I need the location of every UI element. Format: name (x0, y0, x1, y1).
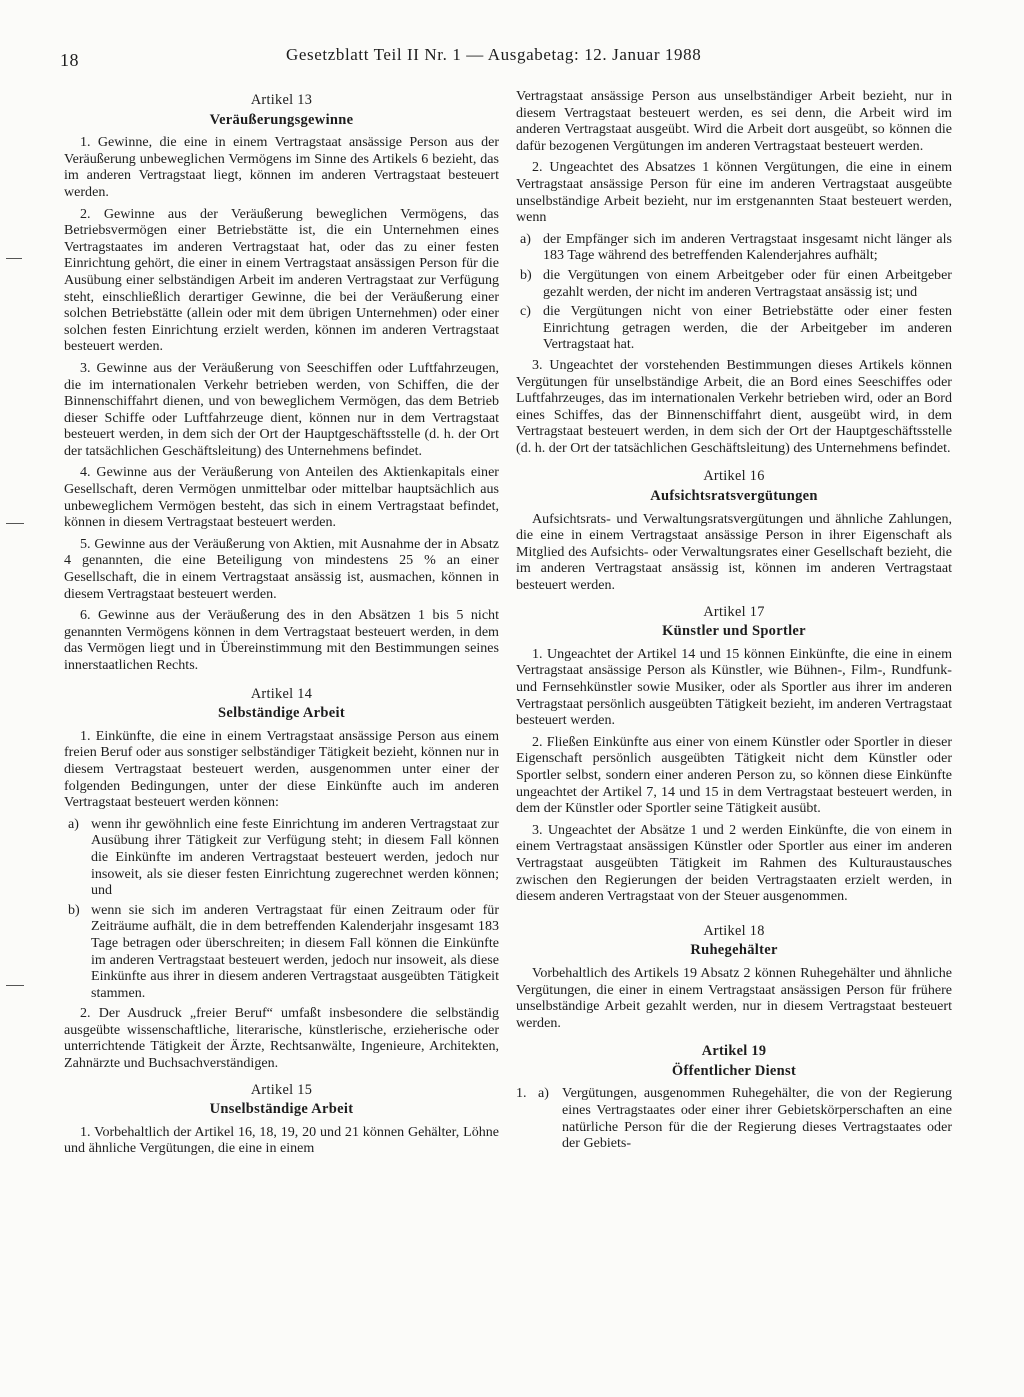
article-19-item-1a (516, 1085, 952, 1151)
article-15-item-a (516, 231, 952, 264)
article-13-paragraph-4: 4. Gewinne aus der Veräußerung von Anteilen des Aktienkapitals einer Gesellschaft, deren Vermögen unmittelbar oder mittelbar hauptsächlich aus unbeweglichem Vermögen besteht, das sich in einem Vertragstaat befindet, können in diesem Vertragstaat besteuert werden. (64, 464, 499, 531)
margin-mark (6, 523, 24, 524)
article-15-item-c (516, 303, 952, 353)
article-17-paragraph-1: 1. Ungeachtet der Artikel 14 und 15 können Einkünfte, die eine in einem Vertragstaat ansässige Person als Künstler, wie Bühnen-, Film-, Rundfunk- und Fernsehkünstler sowie Musiker, oder als Sportler aus ihrer im anderen Vertragstaat persönlich ausgeübten Tätigkeit bezieht, im anderen Vertragstaat besteuert werden. (516, 645, 952, 729)
article-14-paragraph-2: 2. Der Ausdruck „freier Beruf“ umfaßt insbesondere die selbständig ausgeübte wissenschaftliche, literarische, künstlerische, erzieherische oder unterrichtende Tätigkeit der Ärzte, Rechtsanwälte, Ingenieure, Architekten, Zahnärzte und Buchsachverständigen. (64, 1005, 499, 1072)
article-15-item-b (516, 267, 952, 300)
margin-mark (6, 258, 22, 259)
article-14-item-a (64, 816, 499, 899)
article-14-number: Artikel 14 (250, 685, 313, 702)
list-item-text: die Vergütungen nicht von einer Betriebstätte oder einer festen Einrichtung getragen werden, die der Arbeitgeber im anderen Vertragstaat hat. (543, 303, 952, 353)
article-17-title: Künstler und Sportler (662, 623, 806, 640)
list-marker: b) (68, 901, 80, 918)
article-14-item-b (64, 902, 499, 1002)
article-19-title: Öffentlicher Dienst (671, 1062, 797, 1079)
article-14-paragraph-1: 1. Einkünfte, die eine in einem Vertragstaat ansässige Person aus einem freien Beruf oder aus sonstiger selbständiger Tätigkeit bezieht, können nur in diesem Vertragstaat besteuert werden, ausgenommen unter einer der folgenden Bedingungen, unter der diese Einkünfte auch im anderen Vertragstaat besteuert werden können: (64, 727, 499, 811)
list-marker: b) (520, 266, 532, 283)
list-marker: a) (538, 1085, 549, 1102)
article-13-title: Veräußerungsgewinne (209, 111, 354, 128)
article-13-number: Artikel 13 (250, 92, 313, 108)
page-number: 18 (60, 50, 79, 70)
article-15-paragraph-1-start: 1. Vorbehaltlich der Artikel 16, 18, 19, 20 und 21 können Gehälter, Löhne und ähnliche Vergütungen, die eine in einem (64, 1123, 499, 1157)
article-19-number: Artikel 19 (701, 1043, 767, 1060)
margin-mark (6, 985, 24, 986)
list-item-text: wenn sie sich im anderen Vertragstaat für einen Zeitraum oder für Zeiträume aufhält, die in dem betreffenden Kalenderjahr insgesamt 183 Tage betragen oder überschreiten; in diesem Fall können die Einkünfte im anderen Vertragstaat besteuert werden, jedoch nur insoweit, als diese Einkünfte aus ihrer in diesem anderen Vertragstaat ausgeübten Tätigkeit stammen. (91, 901, 499, 1001)
left-column (64, 84, 499, 1162)
list-item-text: der Empfänger sich im anderen Vertragstaat insgesamt nicht länger als 183 Tage während des betreffenden Kalenderjahres aufhält; (543, 230, 952, 264)
article-13-paragraph-6: 6. Gewinne aus der Veräußerung des in den Absätzen 1 bis 5 nicht genannten Vermögens können in dem Vertragstaat besteuert werden, in dem das Vermögen liegt und in Übereinstimmung mit den Bestimmungen seines innerstaatlichen Rechts. (64, 607, 499, 673)
article-15-paragraph-2: 2. Ungeachtet des Absatzes 1 können Vergütungen, die eine in einem Vertragstaat ansässige Person für eine im anderen Vertragstaat ausgeübte unselbständige Arbeit bezieht, nur im erstgenannten Staat besteuert werden, wenn (516, 159, 952, 226)
article-13-paragraph-2: 2. Gewinne aus der Veräußerung beweglichen Vermögens, das Betriebsvermögen einer Betriebstätte ist, die ein Unternehmen eines Vertragstaates im anderen Vertragstaat hat, oder das zu einer festen Einrichtung gehört, die einer in einem Vertragstaat ansässigen Person für die Ausübung einer selbständigen Arbeit im anderen Vertragstaat zur Verfügung steht, einschließlich derartiger Gewinne, die bei der Veräußerung einer solchen Betriebstätte (allein oder mit dem übrigen Unternehmen) oder einer solchen festen Einrichtung erzielt werden, können im anderen Vertragstaat besteuert werden. (64, 205, 499, 355)
article-17-paragraph-3: 3. Ungeachtet der Absätze 1 und 2 werden Einkünfte, die von einem in einem Vertragstaat ansässigen Künstler oder Sportler aus einer im anderen Vertragstaat ausgeübten Tätigkeit im Rahmen des Kulturaustausches zwischen den Regierungen der beiden Vertragstaaten erzielt werden, in diesem anderen Vertragstaat von der Steuer ausgenommen. (516, 821, 952, 905)
article-18-title: Ruhegehälter (690, 942, 778, 959)
list-item-text: Vergütungen, ausgenommen Ruhegehälter, die von der Regierung eines Vertragstaates oder einer ihrer Gebietskörperschaften an eine natürliche Person für die der Regierung dieses Vertragstaates oder der Gebiets- (562, 1085, 952, 1152)
article-17-paragraph-2: 2. Fließen Einkünfte aus einer von einem Künstler oder Sportler in dieser Eigenschaft persönlich ausgeübten Tätigkeit nicht dem Künstler oder Sportler selbst, sondern einer anderen Person zu, so können diese Einkünfte ungeachtet der Artikel 7, 14 und 15 in dem Vertragstaat besteuert werden, in dem der Künstler oder Sportler seine Tätigkeit ausübt. (516, 733, 952, 817)
article-16-paragraph-1: Aufsichtsrats- und Verwaltungsratsvergütungen und ähnliche Zahlungen, die eine in einem Vertragstaat ansässige Person in ihrer Eigenschaft als Mitglied des Aufsichts- oder Verwaltungsrates einer Gesellschaft bezieht, die im anderen Vertragstaat ansässig ist, können im anderen Vertragstaat besteuert werden. (516, 510, 952, 594)
right-column (516, 84, 952, 1152)
article-15-number: Artikel 15 (250, 1081, 313, 1098)
list-marker: a) (520, 230, 531, 247)
article-15-title: Unselbständige Arbeit (209, 1101, 354, 1118)
article-16-title: Aufsichtsratsvergütungen (650, 488, 818, 505)
list-item-text: wenn ihr gewöhnlich eine feste Einrichtung im anderen Vertragstaat zur Ausübung ihrer Tätigkeit zur Verfügung steht; in diesem Fall können die Einkünfte im anderen Vertragstaat besteuert werden, jedoch nur insoweit, als sie dieser festen Einrichtung zugerechnet werden können; und (91, 815, 499, 899)
article-14-title: Selbständige Arbeit (218, 705, 345, 722)
article-16-number: Artikel 16 (703, 468, 765, 485)
article-13-paragraph-5: 5. Gewinne aus der Veräußerung von Aktien, mit Ausnahme der in Absatz 4 genannten, die eine Beteiligung von mindestens 25 % an einer Gesellschaft, die in einem Vertragstaat ansässig ist, ausmachen, können in diesem Vertragstaat besteuert werden. (64, 535, 499, 602)
article-13-paragraph-1: 1. Gewinne, die eine in einem Vertragstaat ansässige Person aus der Veräußerung unbeweglichen Vermögens im Sinne des Artikels 6 bezieht, das im anderen Vertragstaat liegt, können im anderen Vertragstaat besteuert werden. (64, 134, 499, 200)
list-item-text: die Vergütungen von einem Arbeitgeber oder für einen Arbeitgeber gezahlt werden, der nicht im anderen Vertragstaat ansässig ist; und (543, 266, 952, 300)
list-number: 1. (516, 1085, 527, 1102)
article-18-paragraph-1: Vorbehaltlich des Artikels 19 Absatz 2 können Ruhegehälter und ähnliche Vergütungen, die einer in einem Vertragstaat ansässigen Person für frühere unselbständige Arbeit gezahlt werden, nur in diesem Vertragstaat besteuert werden. (516, 964, 952, 1031)
article-18-number: Artikel 18 (703, 922, 765, 939)
article-15-paragraph-3: 3. Ungeachtet der vorstehenden Bestimmungen dieses Artikels können Vergütungen für unselbständige Arbeit, die an Bord eines Seeschiffes oder Luftfahrzeuges, das im internationalen Verkehr betrieben wird, oder an Bord eines Schiffes, das der Binnenschiffahrt dient, ausgeübt wird, in dem Vertragstaat besteuert werden, in dem sich der Ort der Hauptgeschäftsstelle (d. h. der Ort der tatsächlichen Geschäftsleitung) des Unternehmens befindet. (516, 356, 952, 456)
article-13-paragraph-3: 3. Gewinne aus der Veräußerung von Seeschiffen oder Luftfahrzeugen, die im internationalen Verkehr betrieben werden, von Schiffen, die der Binnenschiffahrt dienen, und von beweglichem Vermögen, das dem Betrieb dieser Schiffe oder Luftfahrzeuge dient, können nur in dem Vertragstaat besteuert werden, in dem sich der Ort der Hauptgeschäftsstelle (d. h. der Ort der tatsächlichen Geschäftsleitung) des Unternehmens befindet. (64, 359, 499, 459)
article-17-number: Artikel 17 (703, 603, 765, 620)
list-marker: c) (520, 303, 531, 320)
article-15-paragraph-1-end: Vertragstaat ansässige Person aus unselbständiger Arbeit bezieht, nur in diesem Vertragstaat besteuert werden, es sei denn, die Arbeit wird im anderen Vertragstaat ausgeübt. Wird die Arbeit dort ausgeübt, so können die dafür bezogenen Vergütungen im anderen Vertragstaat besteuert werden. (516, 88, 952, 154)
page-header-title: Gesetzblatt Teil II Nr. 1 — Ausgabetag: 12. Januar 1988 (286, 45, 702, 64)
list-marker: a) (68, 815, 79, 832)
